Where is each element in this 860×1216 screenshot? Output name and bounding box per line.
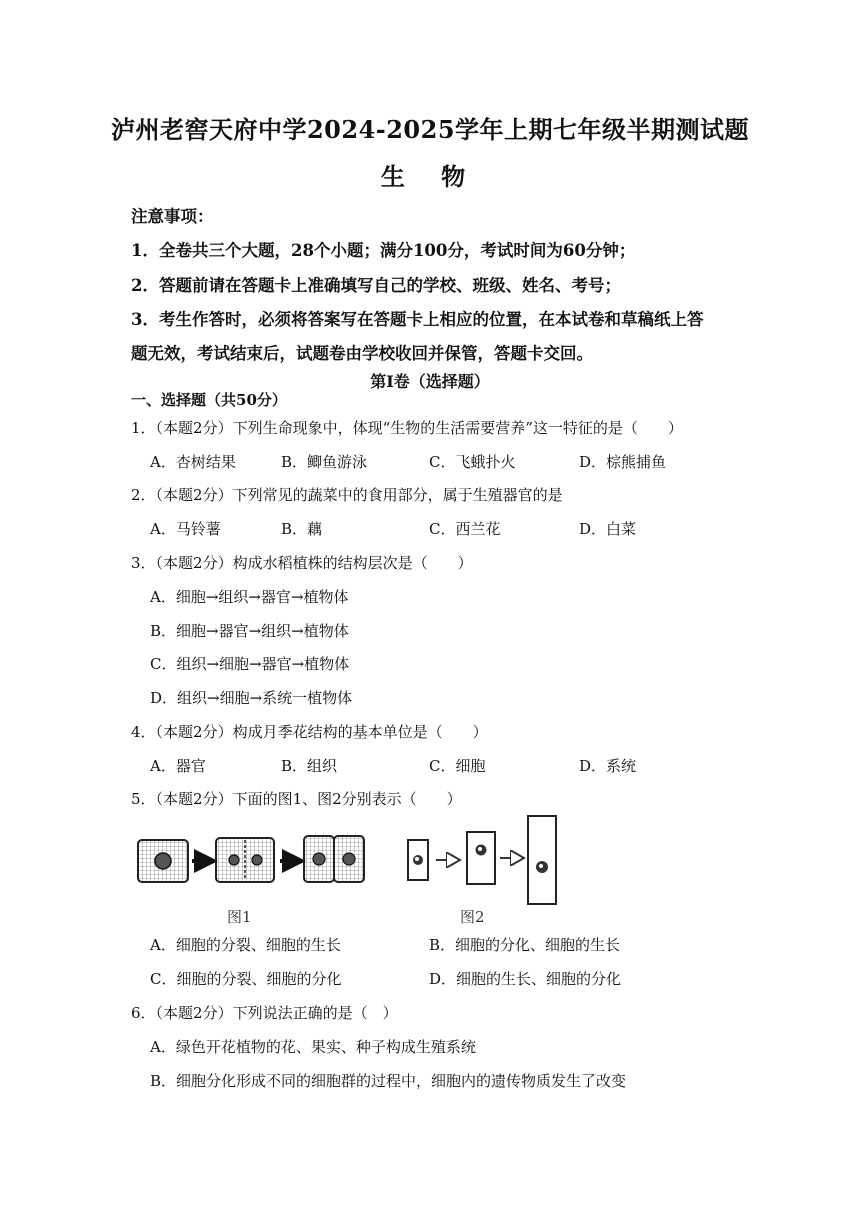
question-4-option-a: A．器官 bbox=[150, 757, 206, 775]
notes-item-3: 3．考生作答时，必须将答案写在答题卡上相应的位置，在本试卷和草稿纸上答 bbox=[131, 310, 704, 329]
question-3-option-b: B．细胞→器官→组织→植物体 bbox=[150, 622, 349, 640]
notes-heading: 注意事项： bbox=[131, 207, 214, 226]
question-3-stem: 3．（本题2分）构成水稻植株的结构层次是（ ） bbox=[131, 554, 473, 572]
question-4-option-c: C．细胞 bbox=[429, 757, 486, 775]
notes-item-3-cont: 题无效，考试结束后，试题卷由学校收回并保管，答题卡交回。 bbox=[131, 344, 593, 363]
question-1-option-a: A．杏树结果 bbox=[150, 453, 236, 471]
question-1-option-c: C．飞蛾扑火 bbox=[429, 453, 516, 471]
question-2-option-c: C．西兰花 bbox=[429, 520, 501, 538]
notes-item-2: 2．答题前请在答题卡上准确填写自己的学校、班级、姓名、考号； bbox=[131, 276, 621, 295]
question-6-option-b: B．细胞分化形成不同的细胞群的过程中，细胞内的遗传物质发生了改变 bbox=[150, 1072, 627, 1090]
figure-1-caption: 图1 bbox=[227, 908, 252, 926]
part1-title: 第Ⅰ卷（选择题） bbox=[370, 372, 490, 391]
cell-2c bbox=[528, 816, 556, 904]
question-5-option-c: C．细胞的分裂、细胞的分化 bbox=[150, 970, 342, 988]
question-4-option-b: B．组织 bbox=[281, 757, 338, 775]
question-5-option-b: B．细胞的分化、细胞的生长 bbox=[429, 936, 621, 954]
question-2-option-d: D．白菜 bbox=[579, 520, 637, 538]
cell-figure bbox=[130, 810, 570, 925]
question-4-option-d: D．系统 bbox=[579, 757, 637, 775]
figure-2-group bbox=[408, 816, 556, 904]
question-5-stem: 5．（本题2分）下面的图1、图2分别表示（ ） bbox=[131, 790, 462, 808]
question-1-option-d: D．棕熊捕鱼 bbox=[579, 453, 667, 471]
section-heading: 一、选择题（共50分） bbox=[131, 391, 287, 409]
question-1-stem: 1．（本题2分）下列生命现象中，体现“生物的生活需要营养”这一特征的是（ ） bbox=[131, 419, 683, 437]
nucleus-1b-right bbox=[252, 855, 262, 865]
cell-2b bbox=[467, 832, 495, 884]
figure-2-caption: 图2 bbox=[460, 908, 485, 926]
question-5-option-a: A．细胞的分裂、细胞的生长 bbox=[150, 936, 341, 954]
question-3-option-a: A．细胞→组织→器官→植物体 bbox=[150, 588, 349, 606]
question-5-option-d: D．细胞的生长、细胞的分化 bbox=[429, 970, 622, 988]
subject-title: 生 物 bbox=[380, 162, 480, 191]
question-3-option-c: C．组织→细胞→器官→植物体 bbox=[150, 655, 350, 673]
exam-title: 泸州老窖天府中学2024-2025学年上期七年级半期测试题 bbox=[110, 115, 750, 144]
cell-diagram bbox=[130, 810, 570, 910]
question-2-option-a: A．马铃薯 bbox=[150, 520, 221, 538]
question-6-stem: 6．（本题2分）下列说法正确的是（ ） bbox=[131, 1004, 398, 1022]
nucleus-1b-left bbox=[229, 855, 239, 865]
question-2-stem: 2．（本题2分）下列常见的蔬菜中的食用部分，属于生殖器官的是 bbox=[131, 486, 563, 504]
figure-1-group bbox=[138, 836, 364, 882]
question-4-stem: 4．（本题2分）构成月季花结构的基本单位是（ ） bbox=[131, 723, 488, 741]
question-1-option-b: B．鲫鱼游泳 bbox=[281, 453, 368, 471]
question-6-option-a: A．绿色开花植物的花、果实、种子构成生殖系统 bbox=[150, 1038, 476, 1056]
notes-item-1: 1．全卷共三个大题，28个小题；满分100分，考试时间为60分钟； bbox=[131, 241, 636, 260]
question-3-option-d: D．组织→细胞→系统一植物体 bbox=[150, 689, 353, 707]
question-2-option-b: B．藕 bbox=[281, 520, 323, 538]
nucleus-1a bbox=[155, 853, 171, 869]
